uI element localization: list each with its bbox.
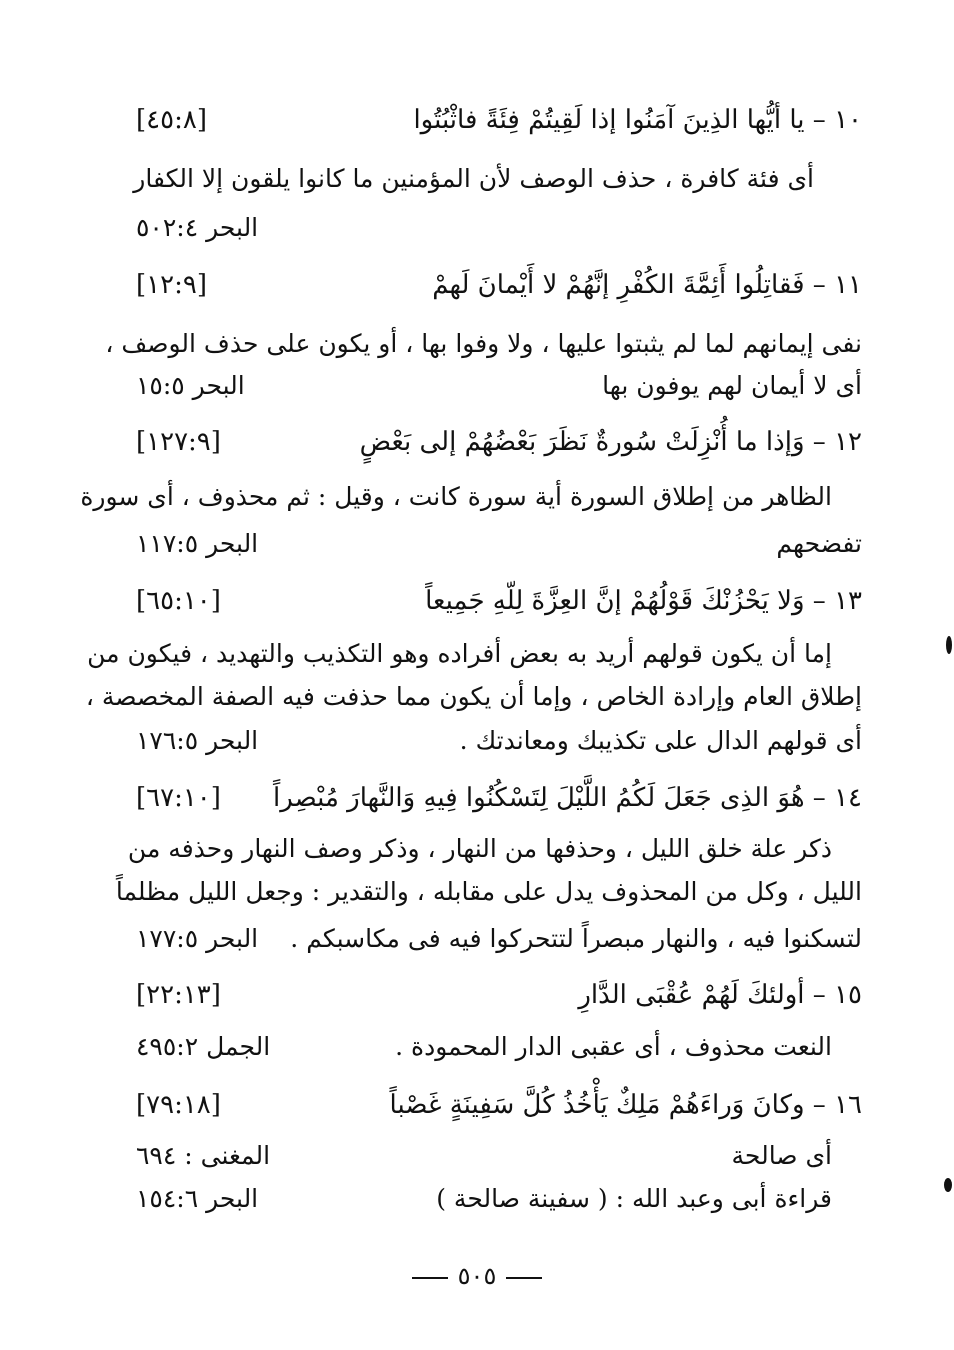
verse-reference: [٧٩:١٨]: [136, 1090, 221, 1120]
verse-text: وَإذا ما أُنْزِلَتْ سُورةٌ نَظَرَ بَعْضُهُمْ إلى بَعْضٍ: [359, 427, 805, 457]
commentary-line: [127, 827, 862, 871]
page-number-dash: [506, 1277, 542, 1279]
verse-reference: [٦٥:١٠]: [136, 586, 221, 616]
entry-number: ١٠: [834, 105, 862, 135]
commentary-text: الظاهر من إطلاق السورة أية سورة كانت ، وقيل : ثم محذوف ، أى سورة: [80, 482, 832, 511]
commentary-text: نفى إيمانهم لما لم يثبتوا عليها ، ولا وفوا بها ، أو يكون على حذف الوصف ،: [105, 329, 862, 358]
entry-number: ١٣: [834, 586, 862, 616]
commentary-line: [132, 522, 862, 566]
commentary-line: [132, 1025, 862, 1069]
entry-number: ١٦: [834, 1090, 862, 1120]
commentary-text: أى فئة كافرة ، حذف الوصف لأن المؤمنين ما كانوا يلقون إلا الكفار: [133, 164, 814, 193]
commentary-line: [132, 206, 862, 250]
commentary-line: [115, 870, 862, 914]
verse-reference: [١٢٧:٩]: [136, 427, 221, 457]
commentary-line: [87, 632, 862, 676]
source-citation: البحر ١٥:٥: [136, 371, 245, 400]
entry-number: ١١: [834, 270, 862, 300]
commentary-line: [132, 157, 862, 201]
verse-line: ١٦ – وكانَ وَراءَهُمْ مَلِكٌ يَأْخُذُ كُلَّ سَفِينَةٍ غَصْباً: [389, 1090, 862, 1120]
commentary-text: أى لا أيمان لهم يوفون بها: [602, 371, 862, 400]
verse-reference: [٢٢:١٣]: [136, 980, 221, 1010]
commentary-text: ذكر علة خلق الليل ، وحذفها من النهار ، وذكر وصف النهار وحذفه من: [127, 834, 832, 863]
verse-line: ١٤ – هُوَ الذِى جَعَلَ لَكُمُ اللَّيْلَ لِتَسْكُنُوا فِيهِ وَالنَّهارَ مُبْصِراً: [273, 783, 862, 813]
commentary-line: [132, 1177, 862, 1221]
verse-reference: [٦٧:١٠]: [136, 783, 221, 813]
commentary-line: [132, 364, 862, 408]
entry-14-heading: [132, 776, 862, 820]
verse-text: فَقاتِلُوا أَئِمَّةَ الكُفْرِ إنَّهُمْ لا أَيْمانَ لَهمْ: [432, 270, 805, 300]
verse-reference: [٤٥:٨]: [136, 105, 207, 135]
commentary-text: قراءة أبى وعبد الله : ( سفينة صالحة ): [436, 1184, 832, 1213]
verse-line: ١٢ – وَإذا ما أُنْزِلَتْ سُورةٌ نَظَرَ بَعْضُهُمْ إلى بَعْضٍ: [359, 427, 862, 457]
scan-mark: [946, 636, 952, 654]
entry-16-heading: [132, 1083, 862, 1127]
commentary-text: لتسكنوا فيه ، والنهار مبصراً لتتحركوا فيه فى مكاسبكم .: [290, 924, 862, 953]
page-number: [0, 1256, 954, 1296]
verse-text: يا أيُّها الذِينَ آمَنُوا إذا لَقِيتُمْ فِئَةً فاثْبُتُوا: [413, 105, 805, 135]
commentary-text: النعت محذوف ، أى عقبى الدار المحمودة .: [395, 1032, 832, 1061]
commentary-text: تفضحهم: [776, 529, 862, 558]
commentary-text: أى قولهم الدال على تكذيبك ومعاندتك .: [459, 726, 862, 755]
verse-text: أولئكَ لَهُمْ عُقْبَى الدَّارِ: [578, 980, 805, 1010]
source-citation: البحر ١٧٦:٥: [136, 726, 259, 755]
page-number-text: ٥٠٥: [457, 1262, 497, 1290]
commentary-line: [105, 322, 862, 366]
verse-text: هُوَ الذِى جَعَلَ لَكُمُ اللَّيْلَ لِتَسْكُنُوا فِيهِ وَالنَّهارَ مُبْصِراً: [273, 783, 805, 813]
entry-12-heading: [132, 420, 862, 464]
commentary-line: [132, 917, 862, 961]
commentary-text: إطلاق العام وإرادة الخاص ، وإما أن يكون مما حذفت فيه الصفة المخصصة ،: [85, 682, 862, 711]
page-number-dash: [412, 1277, 448, 1279]
source-citation: البحر ٥٠٢:٤: [136, 213, 259, 242]
verse-reference: [١٢:٩]: [136, 270, 207, 300]
verse-line: ١٣ – وَلا يَحْزُنْكَ قَوْلُهُمْ إنَّ العِزَّةَ لِلّهِ جَمِيعاً: [425, 586, 862, 616]
entry-number: ١٥: [834, 980, 862, 1010]
entry-number: ١٢: [834, 427, 862, 457]
commentary-line: [85, 675, 862, 719]
commentary-text: أى صالحة: [731, 1141, 832, 1170]
source-citation: البحر ١٧٧:٥: [136, 924, 259, 953]
entry-13-heading: [132, 579, 862, 623]
verse-line: ١٥ – أولئكَ لَهُمْ عُقْبَى الدَّارِ: [578, 980, 862, 1010]
verse-line: ١٠ – يا أيُّها الذِينَ آمَنُوا إذا لَقِيتُمْ فِئَةً فاثْبُتُوا: [413, 105, 862, 135]
verse-text: وكانَ وَراءَهُمْ مَلِكٌ يَأْخُذُ كُلَّ سَفِينَةٍ غَصْباً: [389, 1090, 805, 1120]
entry-10-heading: [132, 98, 862, 142]
entry-11-heading: [132, 263, 862, 307]
scan-mark: [944, 1178, 952, 1192]
source-citation: الجمل ٤٩٥:٢: [136, 1032, 271, 1061]
commentary-line: [132, 1134, 862, 1178]
commentary-text: إما أن يكون قولهم أريد به بعض أفراده وهو التكذيب والتهديد ، فيكون من: [87, 639, 832, 668]
entry-15-heading: [132, 973, 862, 1017]
commentary-text: الليل ، وكل من المحذوف يدل على مقابله ، والتقدير : وجعل الليل مظلماً: [115, 877, 862, 906]
commentary-line: [80, 475, 862, 519]
source-citation: البحر ١٥٤:٦: [136, 1184, 259, 1213]
entry-number: ١٤: [834, 783, 862, 813]
source-citation: المغنى : ٦٩٤: [136, 1141, 271, 1170]
verse-line: ١١ – فَقاتِلُوا أَئِمَّةَ الكُفْرِ إنَّهُمْ لا أَيْمانَ لَهمْ: [432, 270, 862, 300]
source-citation: البحر ١١٧:٥: [136, 529, 259, 558]
commentary-line: [132, 719, 862, 763]
verse-text: وَلا يَحْزُنْكَ قَوْلُهُمْ إنَّ العِزَّةَ لِلّهِ جَمِيعاً: [425, 586, 805, 616]
